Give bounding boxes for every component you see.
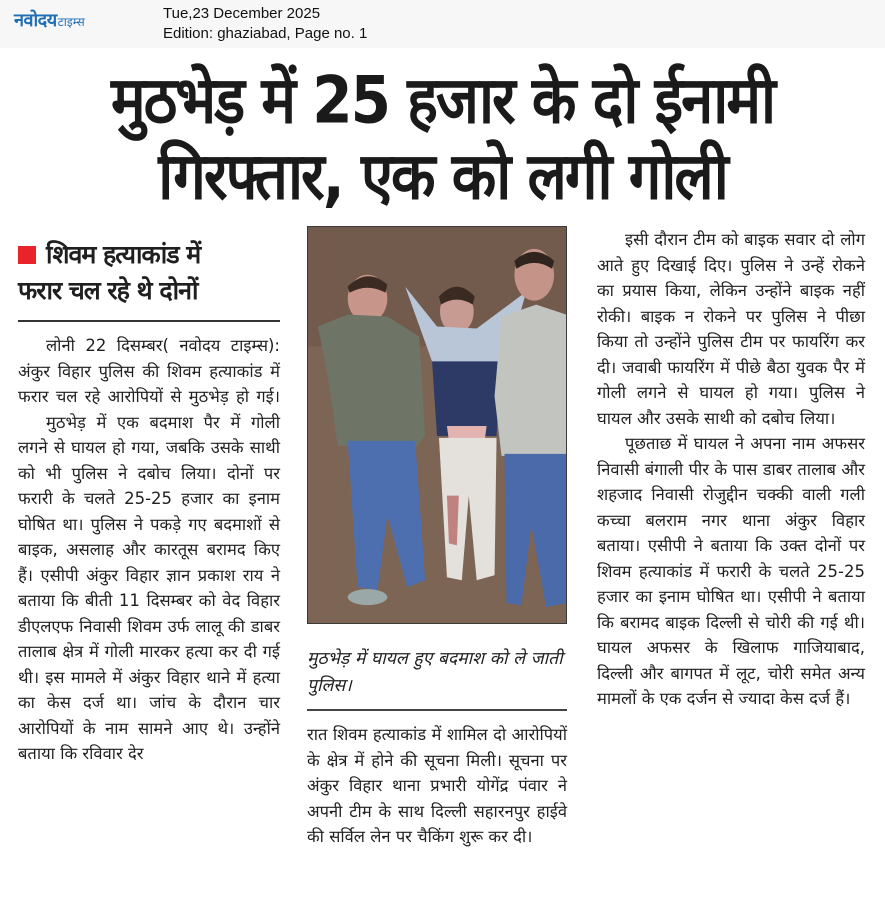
photo-placeholder-icon	[308, 227, 566, 623]
article-column-middle	[307, 722, 567, 850]
subheadline	[18, 237, 280, 309]
publication-date: Tue,23 December 2025	[163, 5, 321, 22]
caption-divider	[307, 709, 567, 711]
top-bar	[0, 0, 885, 48]
headline-line-2: गिरफ्तार, एक को लगी गोली	[158, 138, 727, 215]
logo-sub-text: टाइम्स	[57, 15, 85, 29]
paragraph: पूछताछ में घायल ने अपना नाम अफसर निवासी बंगाली पीर के पास डाबर तालाब और शहजाद निवासी रोजुद्दीन चक्की वाली गली कच्चा बलराम नगर थाना अंकुर विहार बताया। एसीपी ने बताया कि उक्त दोनों पर शिवम हत्याकांड में फरारी के चलते 25-25 हजार का इनाम घोषित था। एसीपी ने बताया कि बरामद बाइक दिल्ली से चोरी की गई थी। घायल अफसर के खिलाफ गाजियाबाद, दिल्ली और बागपत में लूट, चोरी समेत अन्य मामलों के एक दर्जन से ज्यादा केस दर्ज हैं।	[597, 434, 865, 708]
subhead-text-1: शिवम हत्याकांड में	[46, 240, 201, 269]
edition-info: Edition: ghaziabad, Page no. 1	[163, 25, 368, 42]
article-column-left	[18, 333, 280, 767]
headline-line-1: मुठभेड़ में 25 हजार के दो ईनामी	[110, 62, 775, 139]
paragraph: इसी दौरान टीम को बाइक सवार दो लोग आते हुए दिखाई दिए। पुलिस ने उन्हें रोकने का प्रयास किया, लेकिन उन्होंने बाइक नहीं रोकी। बाइक न रोकने पर पुलिस ने पीछा किया तो उन्होंने पुलिस टीम पर फायरिंग कर दी। जवाबी फायरिंग में पीछे बैठा युवक पैर में गोली लगने से घायल हो गया। पुलिस ने घायल और उसके साथी को दबोच लिया।	[597, 230, 865, 428]
news-photo[interactable]	[307, 226, 567, 624]
paragraph: मुठभेड़ में एक बदमाश पैर में गोली लगने से घायल हो गया, जबकि उसके साथी को भी पुलिस ने दबोच लिया। दोनों पर फरारी के चलते 25-25 हजार का इनाम घोषित था। पुलिस ने पकड़े गए बदमाशों से बाइक, असलाह और कारतूस बरामद किए हैं। एसीपी अंकुर विहार ज्ञान प्रकाश राय ने बताया कि बीती 11 दिसम्बर को वेद विहार डीएलएफ निवासी शिवम उर्फ लालू की डाबर तालाब क्षेत्र में गोली मारकर हत्या कर दी गई थी। इस मामले में अंकुर विहार थाने में हत्या का केस दर्ज था। जांच के दौरान चार आरोपियों के नाम सामने आए थे। उन्होंने बताया कि रविवार देर	[18, 412, 280, 763]
paragraph: लोनी 22 दिसम्बर( नवोदय टाइम्स): अंकुर विहार पुलिस की शिवम हत्याकांड में फरार चल रहे आरोपियों से मुठभेड़ हो गई।	[18, 336, 280, 406]
page-headline	[0, 62, 885, 214]
article-column-right	[597, 227, 865, 712]
subhead-line-2: फरार चल रहे थे दोनों	[18, 276, 198, 305]
edition-meta	[163, 4, 367, 44]
subhead-line-1	[18, 237, 280, 273]
paragraph: रात शिवम हत्याकांड में शामिल दो आरोपियों के क्षेत्र में होने की सूचना मिली। सूचना पर अंकुर विहार थाना प्रभारी योगेंद्र पंवार ने अपनी टीम के साथ दिल्ली सहारनपुर हाईवे की सर्विल लेन पर चैकिंग शुरू कर दी।	[307, 725, 567, 846]
newspaper-logo[interactable]	[14, 8, 85, 30]
photo-caption: मुठभेड़ में घायल हुए बदमाश को ले जाती पुलिस।	[307, 649, 563, 696]
logo-main-text: नवोदय	[14, 10, 57, 31]
red-bullet-icon	[18, 246, 36, 264]
subhead-divider	[18, 320, 280, 322]
